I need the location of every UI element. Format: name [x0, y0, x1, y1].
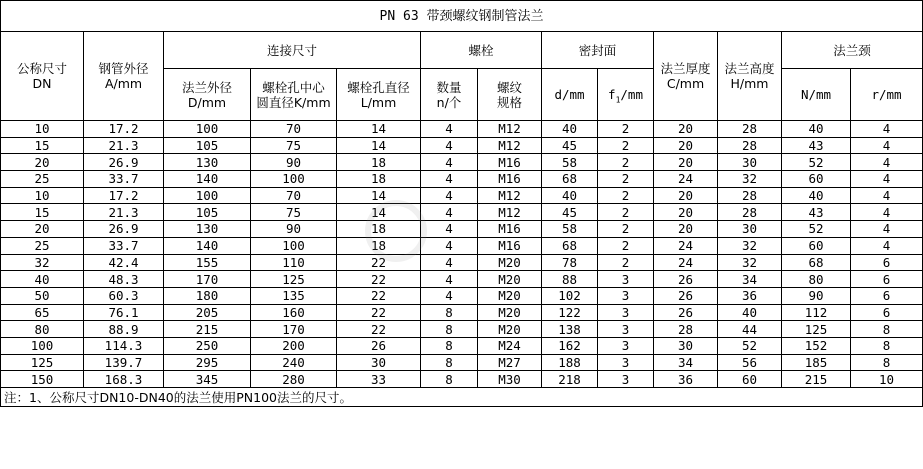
cell-seal-d: 78	[542, 254, 598, 271]
cell-bolt-count: 8	[421, 321, 478, 338]
cell-bolt-hole: 22	[337, 271, 421, 288]
cell-thread: M16	[478, 221, 542, 238]
cell-neck-r: 4	[851, 187, 923, 204]
cell-seal-d: 58	[542, 154, 598, 171]
table-row	[1, 371, 923, 388]
table-row	[1, 137, 923, 154]
cell-flange-od: 140	[164, 237, 251, 254]
cell-neck-n: 125	[782, 321, 851, 338]
cell-seal-d: 40	[542, 187, 598, 204]
cell-neck-n: 60	[782, 237, 851, 254]
cell-neck-r: 6	[851, 271, 923, 288]
header-flange-thickness	[654, 32, 718, 121]
cell-bolt-count: 4	[421, 254, 478, 271]
cell-thickness: 28	[654, 321, 718, 338]
cell-seal-f: 2	[598, 221, 654, 238]
cell-height: 28	[718, 187, 782, 204]
cell-bolt-circle: 160	[251, 304, 337, 321]
header-pipe-od-label: 钢管外径	[98, 61, 149, 76]
cell-bolt-count: 4	[421, 154, 478, 171]
header-dn-unit: DN	[32, 76, 52, 91]
cell-neck-r: 4	[851, 137, 923, 154]
cell-dn: 50	[1, 287, 84, 304]
header-flange-height	[718, 32, 782, 121]
header-flange-od	[164, 69, 251, 121]
cell-thickness: 26	[654, 271, 718, 288]
cell-neck-n: 52	[782, 154, 851, 171]
header-thread-spec-label1: 螺纹	[496, 79, 522, 95]
header-flange-od-label: 法兰外径	[181, 79, 232, 95]
cell-flange-od: 140	[164, 171, 251, 188]
cell-bolt-circle: 280	[251, 371, 337, 388]
table-row	[1, 287, 923, 304]
cell-flange-od: 215	[164, 321, 251, 338]
header-bolt-hole	[337, 69, 421, 121]
cell-neck-r: 4	[851, 237, 923, 254]
cell-bolt-hole: 14	[337, 204, 421, 221]
header-flange-od-unit: D/mm	[187, 94, 227, 110]
cell-bolt-circle: 75	[251, 204, 337, 221]
header-neck-n: N/mm	[782, 69, 851, 121]
header-flange-neck: 法兰颈	[782, 32, 923, 69]
cell-height: 36	[718, 287, 782, 304]
cell-seal-d: 88	[542, 271, 598, 288]
cell-neck-r: 4	[851, 121, 923, 138]
cell-neck-n: 215	[782, 371, 851, 388]
header-bolt-count-label: 数量	[436, 79, 462, 95]
header-seal-height	[598, 69, 654, 121]
cell-bolt-hole: 14	[337, 121, 421, 138]
cell-thread: M20	[478, 254, 542, 271]
cell-dn: 25	[1, 171, 84, 188]
cell-bolt-count: 4	[421, 137, 478, 154]
header-thread-spec	[478, 69, 542, 121]
cell-bolt-count: 8	[421, 371, 478, 388]
cell-flange-od: 155	[164, 254, 251, 271]
cell-pipe-od: 26.9	[84, 221, 164, 238]
cell-seal-d: 68	[542, 171, 598, 188]
table-row	[1, 154, 923, 171]
cell-flange-od: 100	[164, 187, 251, 204]
cell-seal-d: 218	[542, 371, 598, 388]
cell-neck-n: 80	[782, 271, 851, 288]
cell-seal-d: 188	[542, 354, 598, 371]
table-row	[1, 354, 923, 371]
cell-dn: 20	[1, 154, 84, 171]
cell-thickness: 20	[654, 221, 718, 238]
cell-neck-r: 4	[851, 171, 923, 188]
cell-pipe-od: 17.2	[84, 187, 164, 204]
cell-bolt-hole: 14	[337, 137, 421, 154]
header-bolt-circle-label2: 圆直径K/mm	[256, 94, 331, 110]
cell-dn: 125	[1, 354, 84, 371]
cell-neck-r: 8	[851, 321, 923, 338]
table-row	[1, 271, 923, 288]
cell-seal-f: 2	[598, 254, 654, 271]
cell-dn: 25	[1, 237, 84, 254]
header-thread-spec-label2: 规格	[496, 94, 522, 110]
cell-bolt-circle: 125	[251, 271, 337, 288]
cell-thread: M12	[478, 187, 542, 204]
cell-thickness: 26	[654, 304, 718, 321]
cell-dn: 65	[1, 304, 84, 321]
table-row	[1, 321, 923, 338]
cell-neck-r: 6	[851, 287, 923, 304]
cell-flange-od: 345	[164, 371, 251, 388]
cell-seal-d: 40	[542, 121, 598, 138]
cell-height: 28	[718, 204, 782, 221]
cell-thickness: 20	[654, 204, 718, 221]
cell-bolt-count: 4	[421, 271, 478, 288]
cell-bolt-circle: 100	[251, 237, 337, 254]
cell-seal-f: 3	[598, 271, 654, 288]
cell-bolt-count: 4	[421, 237, 478, 254]
cell-bolt-hole: 18	[337, 237, 421, 254]
cell-pipe-od: 114.3	[84, 337, 164, 354]
header-seal-height-f: f	[608, 87, 616, 102]
cell-thread: M16	[478, 237, 542, 254]
cell-bolt-circle: 70	[251, 121, 337, 138]
header-bolt-count	[421, 69, 478, 121]
cell-flange-od: 100	[164, 121, 251, 138]
cell-flange-od: 170	[164, 271, 251, 288]
cell-thickness: 24	[654, 254, 718, 271]
cell-thread: M30	[478, 371, 542, 388]
cell-height: 40	[718, 304, 782, 321]
table-row	[1, 121, 923, 138]
cell-neck-r: 6	[851, 304, 923, 321]
cell-neck-n: 40	[782, 121, 851, 138]
table-row	[1, 304, 923, 321]
cell-bolt-hole: 22	[337, 304, 421, 321]
cell-dn: 150	[1, 371, 84, 388]
cell-bolt-count: 8	[421, 337, 478, 354]
cell-pipe-od: 48.3	[84, 271, 164, 288]
cell-flange-od: 205	[164, 304, 251, 321]
cell-neck-n: 90	[782, 287, 851, 304]
cell-flange-od: 105	[164, 204, 251, 221]
cell-neck-n: 152	[782, 337, 851, 354]
cell-bolt-hole: 30	[337, 354, 421, 371]
cell-height: 34	[718, 271, 782, 288]
cell-neck-r: 4	[851, 221, 923, 238]
cell-bolt-count: 8	[421, 354, 478, 371]
header-flange-thickness-unit: C/mm	[666, 76, 705, 91]
cell-dn: 40	[1, 271, 84, 288]
cell-neck-r: 8	[851, 337, 923, 354]
header-neck-r: r/mm	[851, 69, 923, 121]
cell-seal-d: 102	[542, 287, 598, 304]
cell-bolt-circle: 200	[251, 337, 337, 354]
cell-neck-n: 43	[782, 204, 851, 221]
cell-seal-f: 2	[598, 187, 654, 204]
cell-height: 30	[718, 221, 782, 238]
cell-height: 56	[718, 354, 782, 371]
cell-pipe-od: 21.3	[84, 137, 164, 154]
cell-pipe-od: 42.4	[84, 254, 164, 271]
cell-seal-f: 2	[598, 204, 654, 221]
cell-thread: M20	[478, 287, 542, 304]
cell-neck-r: 10	[851, 371, 923, 388]
cell-dn: 15	[1, 204, 84, 221]
header-bolt-count-unit: n/个	[436, 94, 462, 110]
cell-seal-d: 58	[542, 221, 598, 238]
header-seal-height-unit: /mm	[620, 87, 643, 102]
cell-bolt-hole: 22	[337, 321, 421, 338]
cell-height: 52	[718, 337, 782, 354]
cell-seal-f: 3	[598, 371, 654, 388]
table-note: 注：1、公称尺寸DN10-DN40的法兰使用PN100法兰的尺寸。	[1, 388, 923, 407]
cell-seal-f: 3	[598, 287, 654, 304]
cell-thickness: 30	[654, 337, 718, 354]
cell-bolt-hole: 14	[337, 187, 421, 204]
cell-height: 44	[718, 321, 782, 338]
cell-flange-od: 295	[164, 354, 251, 371]
cell-seal-d: 45	[542, 204, 598, 221]
header-flange-thickness-label: 法兰厚度	[660, 61, 711, 76]
cell-flange-od: 250	[164, 337, 251, 354]
cell-thickness: 26	[654, 287, 718, 304]
cell-neck-r: 8	[851, 354, 923, 371]
table-row	[1, 204, 923, 221]
cell-seal-f: 3	[598, 321, 654, 338]
cell-height: 32	[718, 171, 782, 188]
cell-flange-od: 180	[164, 287, 251, 304]
cell-pipe-od: 60.3	[84, 287, 164, 304]
header-dn	[1, 32, 84, 121]
cell-seal-d: 138	[542, 321, 598, 338]
cell-neck-n: 40	[782, 187, 851, 204]
cell-neck-n: 60	[782, 171, 851, 188]
cell-bolt-circle: 100	[251, 171, 337, 188]
header-dn-label: 公称尺寸	[16, 61, 67, 76]
cell-pipe-od: 139.7	[84, 354, 164, 371]
cell-thread: M27	[478, 354, 542, 371]
cell-seal-d: 45	[542, 137, 598, 154]
cell-dn: 100	[1, 337, 84, 354]
cell-seal-d: 122	[542, 304, 598, 321]
cell-seal-f: 3	[598, 304, 654, 321]
cell-seal-f: 2	[598, 137, 654, 154]
cell-thickness: 20	[654, 187, 718, 204]
cell-seal-f: 3	[598, 354, 654, 371]
cell-seal-f: 3	[598, 337, 654, 354]
cell-thread: M20	[478, 271, 542, 288]
cell-bolt-circle: 70	[251, 187, 337, 204]
cell-thread: M20	[478, 304, 542, 321]
header-pipe-od	[84, 32, 164, 121]
cell-pipe-od: 33.7	[84, 237, 164, 254]
cell-bolt-count: 4	[421, 121, 478, 138]
cell-pipe-od: 88.9	[84, 321, 164, 338]
cell-flange-od: 105	[164, 137, 251, 154]
cell-flange-od: 130	[164, 221, 251, 238]
header-bolt: 螺栓	[421, 32, 542, 69]
cell-thread: M16	[478, 171, 542, 188]
cell-bolt-count: 4	[421, 204, 478, 221]
cell-thickness: 34	[654, 354, 718, 371]
cell-bolt-count: 4	[421, 187, 478, 204]
cell-bolt-circle: 90	[251, 154, 337, 171]
cell-neck-r: 4	[851, 204, 923, 221]
cell-dn: 15	[1, 137, 84, 154]
cell-neck-r: 4	[851, 154, 923, 171]
cell-neck-n: 185	[782, 354, 851, 371]
cell-dn: 32	[1, 254, 84, 271]
cell-thickness: 20	[654, 154, 718, 171]
header-flange-height-unit: H/mm	[730, 76, 769, 91]
cell-bolt-hole: 26	[337, 337, 421, 354]
cell-neck-n: 68	[782, 254, 851, 271]
cell-thickness: 20	[654, 137, 718, 154]
cell-dn: 20	[1, 221, 84, 238]
cell-neck-r: 6	[851, 254, 923, 271]
cell-bolt-circle: 75	[251, 137, 337, 154]
cell-neck-n: 43	[782, 137, 851, 154]
cell-height: 30	[718, 154, 782, 171]
header-connection: 连接尺寸	[164, 32, 421, 69]
cell-neck-n: 112	[782, 304, 851, 321]
table-row	[1, 171, 923, 188]
cell-bolt-hole: 18	[337, 171, 421, 188]
header-bolt-circle-label1: 螺栓孔中心	[262, 79, 325, 95]
table-row	[1, 337, 923, 354]
cell-seal-d: 68	[542, 237, 598, 254]
cell-height: 32	[718, 254, 782, 271]
header-pipe-od-unit: A/mm	[104, 76, 143, 91]
cell-thickness: 24	[654, 237, 718, 254]
cell-bolt-hole: 22	[337, 287, 421, 304]
cell-pipe-od: 76.1	[84, 304, 164, 321]
cell-thickness: 24	[654, 171, 718, 188]
cell-seal-f: 2	[598, 171, 654, 188]
cell-pipe-od: 33.7	[84, 171, 164, 188]
cell-neck-n: 52	[782, 221, 851, 238]
header-seal-face: 密封面	[542, 32, 654, 69]
cell-height: 32	[718, 237, 782, 254]
cell-bolt-circle: 110	[251, 254, 337, 271]
cell-pipe-od: 26.9	[84, 154, 164, 171]
table-row	[1, 237, 923, 254]
header-seal-height-sub: 1	[615, 95, 621, 105]
cell-bolt-count: 4	[421, 287, 478, 304]
cell-seal-f: 2	[598, 154, 654, 171]
cell-bolt-hole: 22	[337, 254, 421, 271]
cell-height: 28	[718, 121, 782, 138]
cell-height: 60	[718, 371, 782, 388]
cell-pipe-od: 168.3	[84, 371, 164, 388]
cell-thread: M20	[478, 321, 542, 338]
cell-thickness: 20	[654, 121, 718, 138]
header-bolt-hole-unit: L/mm	[360, 94, 397, 110]
cell-bolt-hole: 18	[337, 221, 421, 238]
cell-pipe-od: 17.2	[84, 121, 164, 138]
cell-bolt-count: 4	[421, 171, 478, 188]
table-body	[1, 121, 923, 388]
table-row	[1, 187, 923, 204]
cell-bolt-count: 8	[421, 304, 478, 321]
cell-bolt-count: 4	[421, 221, 478, 238]
cell-thread: M12	[478, 121, 542, 138]
cell-seal-f: 2	[598, 121, 654, 138]
cell-bolt-circle: 170	[251, 321, 337, 338]
cell-thread: M12	[478, 204, 542, 221]
cell-bolt-circle: 240	[251, 354, 337, 371]
cell-bolt-hole: 33	[337, 371, 421, 388]
cell-bolt-circle: 90	[251, 221, 337, 238]
cell-dn: 10	[1, 121, 84, 138]
cell-seal-d: 162	[542, 337, 598, 354]
cell-seal-f: 2	[598, 237, 654, 254]
header-seal-diameter: d/mm	[542, 69, 598, 121]
header-bolt-circle	[251, 69, 337, 121]
cell-thread: M16	[478, 154, 542, 171]
cell-dn: 80	[1, 321, 84, 338]
table-row	[1, 221, 923, 238]
cell-dn: 10	[1, 187, 84, 204]
cell-bolt-circle: 135	[251, 287, 337, 304]
cell-flange-od: 130	[164, 154, 251, 171]
table-row	[1, 254, 923, 271]
header-flange-height-label: 法兰高度	[724, 61, 775, 76]
header-bolt-hole-label: 螺栓孔直径	[347, 79, 410, 95]
cell-height: 28	[718, 137, 782, 154]
cell-bolt-hole: 18	[337, 154, 421, 171]
cell-pipe-od: 21.3	[84, 204, 164, 221]
cell-thread: M12	[478, 137, 542, 154]
cell-thread: M24	[478, 337, 542, 354]
cell-thickness: 36	[654, 371, 718, 388]
table-title: PN 63 带颈螺纹钢制管法兰	[1, 1, 923, 32]
